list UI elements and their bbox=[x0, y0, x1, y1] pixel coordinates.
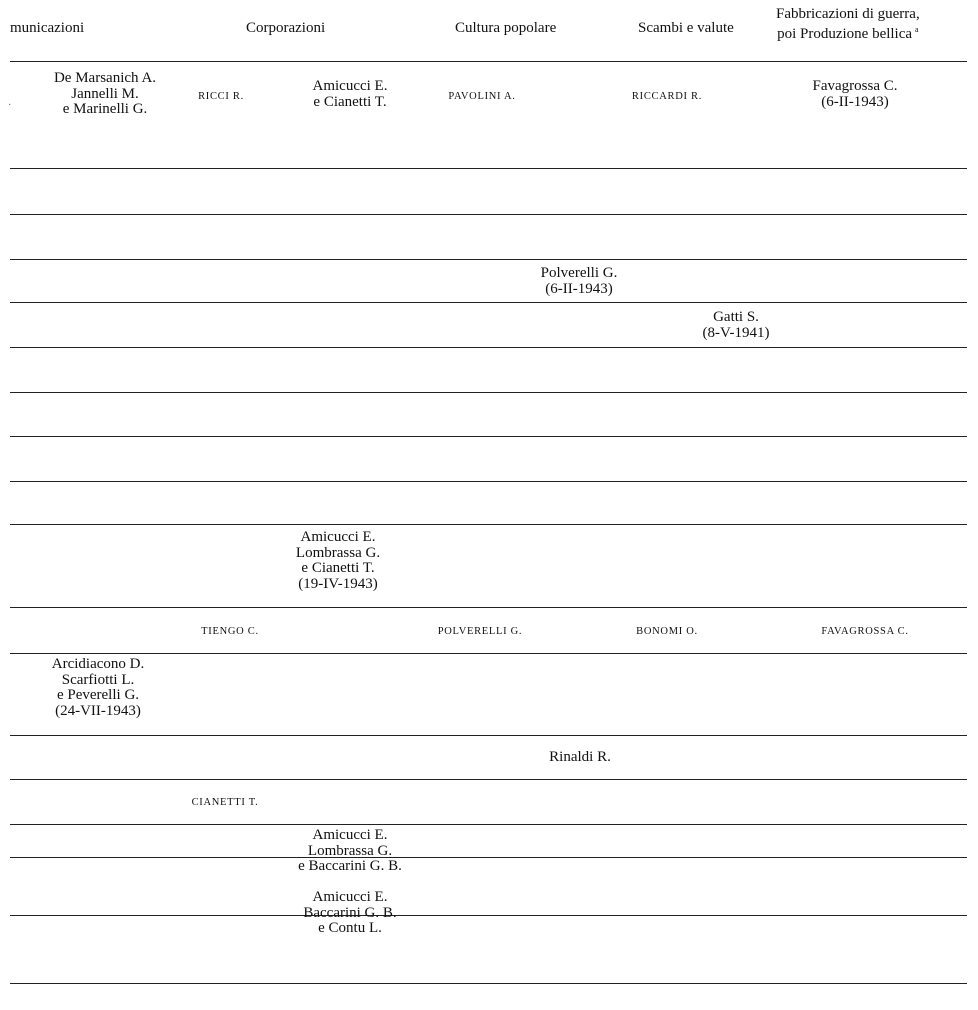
header-fabbricazioni-line2 bbox=[776, 22, 920, 42]
cell-corporazioni-amicucci-lombrassa-cianetti: Amicucci E. Lombrassa G. e Cianetti T. (19-IV-1943) bbox=[295, 529, 381, 592]
cell-tiengo: TIENGO C. bbox=[201, 626, 259, 637]
row-rule bbox=[10, 392, 967, 393]
header-rule bbox=[10, 61, 967, 62]
row-rule bbox=[10, 779, 967, 780]
cell-corporazioni-amicucci-baccarini-contu: Amicucci E. Baccarini G. B. e Contu L. bbox=[303, 889, 397, 936]
row-rule bbox=[10, 857, 967, 858]
row-rule bbox=[10, 436, 967, 437]
header-scambi-valute: Scambi e valute bbox=[638, 20, 734, 36]
cell-comunicazioni-arcidiacono: Arcidiacono D. Scarfiotti L. e Peverelli G. (24-VII-1943) bbox=[51, 656, 145, 719]
cell-fabbricazioni-favagrossa-caps: FAVAGROSSA C. bbox=[821, 626, 909, 637]
row-rule bbox=[10, 168, 967, 169]
header-fabbricazioni-line2-text: poi Produzione bellica bbox=[777, 26, 913, 42]
cell-scambi-bonomi: BONOMI O. bbox=[636, 626, 698, 637]
row-rule bbox=[10, 259, 967, 260]
header-fabbricazioni bbox=[776, 6, 920, 42]
cell-cultura-pavolini: PAVOLINI A. bbox=[448, 91, 516, 102]
cell-cianetti: CIANETTI T. bbox=[191, 797, 259, 808]
cell-cultura-polverelli: Polverelli G. (6-II-1943) bbox=[540, 265, 618, 297]
row-rule bbox=[10, 347, 967, 348]
row-rule bbox=[10, 481, 967, 482]
row-rule bbox=[10, 824, 967, 825]
row-rule bbox=[10, 735, 967, 736]
row-rule bbox=[10, 524, 967, 525]
stray-mark: · bbox=[8, 100, 12, 111]
row-rule bbox=[10, 983, 967, 984]
row-rule bbox=[10, 214, 967, 215]
cell-corporazioni-amicucci-lombrassa-baccarini: Amicucci E. Lombrassa G. e Baccarini G. B. bbox=[298, 827, 402, 874]
cell-cultura-rinaldi: Rinaldi R. bbox=[549, 749, 611, 765]
cell-corporazioni-amicucci-cianetti: Amicucci E. e Cianetti T. bbox=[312, 78, 388, 110]
row-rule bbox=[10, 653, 967, 654]
cell-corporazioni-ricci: RICCI R. bbox=[198, 91, 244, 102]
cell-fabbricazioni-favagrossa: Favagrossa C. (6-II-1943) bbox=[812, 78, 898, 110]
cell-scambi-gatti: Gatti S. (8-V-1941) bbox=[702, 309, 770, 341]
header-fabbricazioni-line1: Fabbricazioni di guerra, bbox=[776, 6, 920, 22]
cell-comunicazioni-de-marsanich: De Marsanich A. Jannelli M. e Marinelli G. bbox=[53, 70, 157, 117]
row-rule bbox=[10, 915, 967, 916]
footnote-marker: a bbox=[915, 25, 919, 34]
cell-scambi-riccardi: RICCARDI R. bbox=[631, 91, 703, 102]
cell-cultura-polverelli-caps: POLVERELLI G. bbox=[437, 626, 523, 637]
row-rule bbox=[10, 302, 967, 303]
row-rule bbox=[10, 607, 967, 608]
header-cultura-popolare: Cultura popolare bbox=[455, 20, 557, 36]
header-comunicazioni: municazioni bbox=[10, 20, 85, 36]
header-corporazioni: Corporazioni bbox=[246, 20, 326, 36]
